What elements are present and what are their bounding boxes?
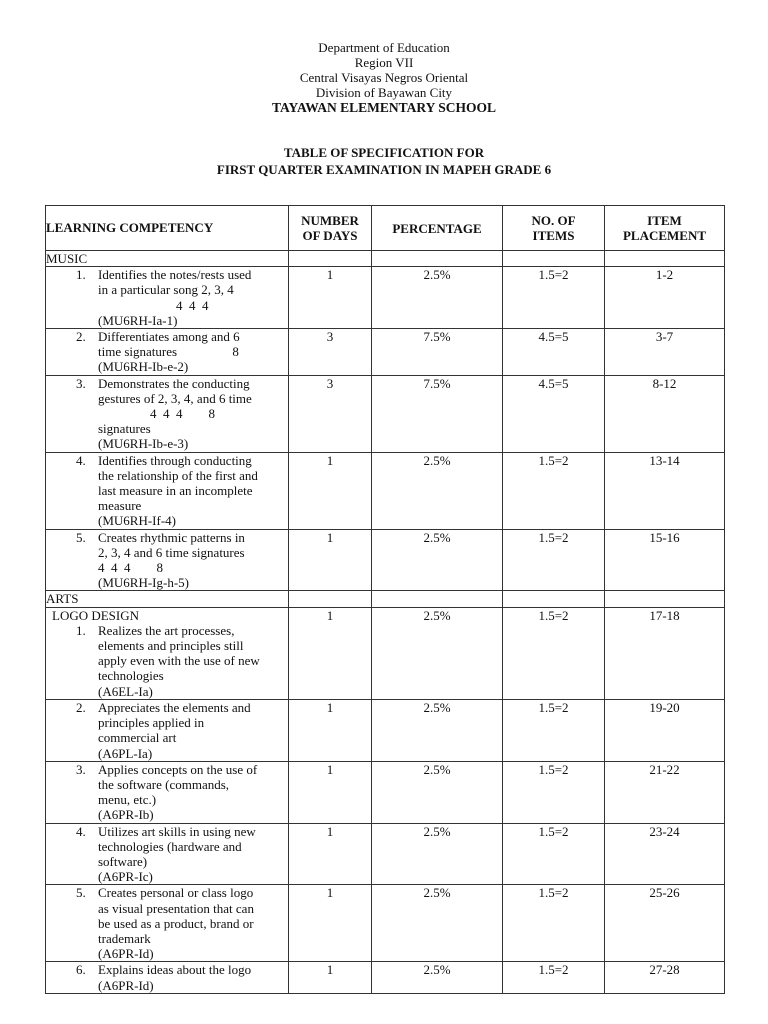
- competency-text: [46, 885, 288, 961]
- header-text: NO. OF: [531, 213, 576, 228]
- items-cell: 1.5=2: [503, 699, 605, 761]
- items-cell: 1.5=2: [503, 267, 605, 329]
- empty-cell: [289, 591, 372, 607]
- percentage-cell: 2.5%: [372, 452, 503, 529]
- column-header-days: [289, 206, 372, 251]
- header-text: PLACEMENT: [622, 228, 707, 243]
- competency-cell: [46, 823, 289, 885]
- competency-line: as visual presentation that can: [98, 900, 254, 916]
- section-row: [46, 591, 725, 607]
- items-cell: 1.5=2: [503, 529, 605, 591]
- competency-line: the software (commands,: [98, 776, 230, 792]
- item-number: 1.: [76, 622, 86, 638]
- competency-text: [46, 453, 288, 529]
- table-row: [46, 267, 725, 329]
- competency-cell: [46, 699, 289, 761]
- percentage-cell: 2.5%: [372, 529, 503, 591]
- section-label: ARTS: [46, 591, 289, 607]
- table-row: [46, 607, 725, 699]
- table-header-row: [46, 206, 725, 251]
- competency-line: be used as a product, brand or: [98, 915, 254, 931]
- header-line: Region VII: [354, 55, 414, 70]
- days-cell: 1: [289, 267, 372, 329]
- competency-text: [46, 700, 288, 761]
- column-header-percentage: PERCENTAGE: [372, 206, 503, 251]
- items-cell: 1.5=2: [503, 962, 605, 993]
- days-cell: 3: [289, 329, 372, 376]
- header-text: NUMBER: [301, 213, 359, 228]
- item-number: 1.: [76, 267, 86, 283]
- percentage-cell: 2.5%: [372, 607, 503, 699]
- empty-cell: [372, 251, 503, 267]
- school-name: TAYAWAN ELEMENTARY SCHOOL: [271, 100, 497, 115]
- days-cell: 1: [289, 823, 372, 885]
- percentage-cell: 2.5%: [372, 962, 503, 993]
- header-line: Department of Education: [318, 40, 450, 55]
- column-header-competency: LEARNING COMPETENCY: [46, 206, 289, 251]
- competency-cell: [46, 452, 289, 529]
- days-cell: 1: [289, 699, 372, 761]
- section-label: MUSIC: [46, 251, 289, 267]
- column-header-items: [503, 206, 605, 251]
- table-row: [46, 885, 725, 962]
- competency-cell: [46, 529, 289, 591]
- items-cell: 1.5=2: [503, 452, 605, 529]
- table-row: [46, 823, 725, 885]
- competency-line: technologies (hardware and: [98, 838, 242, 854]
- competency-line: principles applied in: [98, 715, 205, 731]
- competency-line: Identifies the notes/rests used: [98, 267, 252, 283]
- percentage-cell: 2.5%: [372, 823, 503, 885]
- table-row: [46, 962, 725, 993]
- competency-line: 4 4 4 8: [98, 560, 163, 576]
- competency-line: last measure in an incomplete: [98, 483, 253, 499]
- header-text: OF DAYS: [302, 228, 358, 243]
- table-row: [46, 699, 725, 761]
- days-cell: 3: [289, 375, 372, 452]
- days-cell: 1: [289, 607, 372, 699]
- competency-cell: [46, 375, 289, 452]
- item-number: 4.: [76, 452, 86, 468]
- competency-cell: [46, 607, 289, 699]
- item-number: 6.: [76, 962, 86, 978]
- percentage-cell: 7.5%: [372, 329, 503, 376]
- placement-cell: 25-26: [605, 885, 725, 962]
- placement-cell: 23-24: [605, 823, 725, 885]
- placement-cell: 15-16: [605, 529, 725, 591]
- column-header-placement: [605, 206, 725, 251]
- competency-line: software): [98, 853, 148, 869]
- competency-line: in a particular song 2, 3, 4: [98, 282, 234, 298]
- placement-cell: 17-18: [605, 607, 725, 699]
- placement-cell: 1-2: [605, 267, 725, 329]
- section-row: [46, 251, 725, 267]
- competency-line: measure: [98, 498, 142, 514]
- table-row: [46, 375, 725, 452]
- item-number: 2.: [76, 329, 86, 345]
- percentage-cell: 2.5%: [372, 699, 503, 761]
- empty-cell: [503, 251, 605, 267]
- empty-cell: [289, 251, 372, 267]
- days-cell: 1: [289, 761, 372, 823]
- competency-line: 4 4 4 8: [98, 406, 215, 422]
- competency-text: [46, 329, 288, 375]
- competency-line: 4 4 4: [98, 297, 209, 313]
- competency-cell: [46, 267, 289, 329]
- placement-cell: 27-28: [605, 962, 725, 993]
- competency-text: [46, 762, 288, 823]
- document-title: [0, 144, 768, 178]
- competency-line: gestures of 2, 3, 4, and 6 time: [98, 390, 252, 406]
- competency-line: (A6PR-Ic): [98, 869, 153, 885]
- competency-line: trademark: [98, 930, 151, 946]
- competency-line: (A6PR-Ib): [98, 807, 154, 823]
- title-line: TABLE OF SPECIFICATION FOR: [283, 145, 485, 160]
- competency-line: apply even with the use of new: [98, 653, 260, 669]
- competency-line: signatures: [98, 421, 151, 437]
- competency-line: (A6PL-Ia): [98, 745, 153, 761]
- competency-line: (MU6RH-Ig-h-5): [98, 575, 189, 591]
- items-cell: 1.5=2: [503, 607, 605, 699]
- empty-cell: [605, 251, 725, 267]
- competency-line: (A6EL-Ia): [98, 683, 153, 699]
- percentage-cell: 7.5%: [372, 375, 503, 452]
- competency-line: (MU6RH-Ib-e-2): [98, 359, 189, 375]
- header-text: ITEM: [647, 213, 682, 228]
- table-row: [46, 452, 725, 529]
- competency-text: [46, 962, 288, 992]
- empty-cell: [503, 591, 605, 607]
- items-cell: 1.5=2: [503, 885, 605, 962]
- competency-line: Creates rhythmic patterns in: [98, 529, 245, 545]
- competency-line: Differentiates among and 6: [98, 329, 240, 345]
- empty-cell: [372, 591, 503, 607]
- table-row: [46, 761, 725, 823]
- item-number: 2.: [76, 699, 86, 715]
- placement-cell: 21-22: [605, 761, 725, 823]
- competency-line: (A6PR-Id): [98, 977, 154, 993]
- header-line: Division of Bayawan City: [315, 85, 453, 100]
- competency-line: 2, 3, 4 and 6 time signatures: [98, 544, 245, 560]
- title-line: FIRST QUARTER EXAMINATION IN MAPEH GRADE 6: [216, 162, 552, 177]
- competency-line: (A6PR-Id): [98, 946, 154, 962]
- document-header: [0, 40, 768, 115]
- competency-line: elements and principles still: [98, 638, 244, 654]
- items-cell: 1.5=2: [503, 761, 605, 823]
- table-row: [46, 329, 725, 376]
- placement-cell: 13-14: [605, 452, 725, 529]
- competency-line: the relationship of the first and: [98, 467, 258, 483]
- competency-line: (MU6RH-Ib-e-3): [98, 436, 189, 452]
- competency-text: [46, 376, 288, 452]
- days-cell: 1: [289, 452, 372, 529]
- item-number: 5.: [76, 529, 86, 545]
- competency-text: [46, 623, 288, 699]
- days-cell: 1: [289, 962, 372, 993]
- item-number: 3.: [76, 761, 86, 777]
- competency-line: technologies: [98, 668, 164, 684]
- competency-text: [46, 267, 288, 328]
- competency-line: Identifies through conducting: [98, 452, 252, 468]
- header-text: ITEMS: [532, 228, 575, 243]
- competency-line: Demonstrates the conducting: [98, 375, 250, 391]
- subsection-label: LOGO DESIGN: [52, 607, 140, 623]
- competency-text: [46, 824, 288, 885]
- percentage-cell: 2.5%: [372, 761, 503, 823]
- items-cell: 1.5=2: [503, 823, 605, 885]
- competency-text: [46, 530, 288, 591]
- competency-line: Applies concepts on the use of: [98, 761, 258, 777]
- placement-cell: 3-7: [605, 329, 725, 376]
- item-number: 3.: [76, 375, 86, 391]
- placement-cell: 19-20: [605, 699, 725, 761]
- competency-line: Appreciates the elements and: [98, 699, 251, 715]
- competency-cell: [46, 962, 289, 993]
- competency-line: Utilizes art skills in using new: [98, 823, 256, 839]
- days-cell: 1: [289, 885, 372, 962]
- items-cell: 4.5=5: [503, 375, 605, 452]
- competency-line: (MU6RH-Ia-1): [98, 312, 178, 328]
- percentage-cell: 2.5%: [372, 267, 503, 329]
- percentage-cell: 2.5%: [372, 885, 503, 962]
- competency-line: commercial art: [98, 730, 177, 746]
- competency-cell: [46, 329, 289, 376]
- item-number: 5.: [76, 885, 86, 901]
- header-line: Central Visayas Negros Oriental: [299, 70, 469, 85]
- competency-cell: [46, 885, 289, 962]
- competency-cell: [46, 761, 289, 823]
- competency-line: time signatures 8: [98, 344, 239, 360]
- competency-line: Creates personal or class logo: [98, 885, 254, 901]
- specification-table: [45, 205, 725, 994]
- competency-line: menu, etc.): [98, 792, 157, 808]
- empty-cell: [605, 591, 725, 607]
- competency-line: (MU6RH-If-4): [98, 513, 176, 529]
- competency-line: Explains ideas about the logo: [98, 962, 252, 978]
- days-cell: 1: [289, 529, 372, 591]
- items-cell: 4.5=5: [503, 329, 605, 376]
- placement-cell: 8-12: [605, 375, 725, 452]
- item-number: 4.: [76, 823, 86, 839]
- table-row: [46, 529, 725, 591]
- competency-line: Realizes the art processes,: [98, 622, 235, 638]
